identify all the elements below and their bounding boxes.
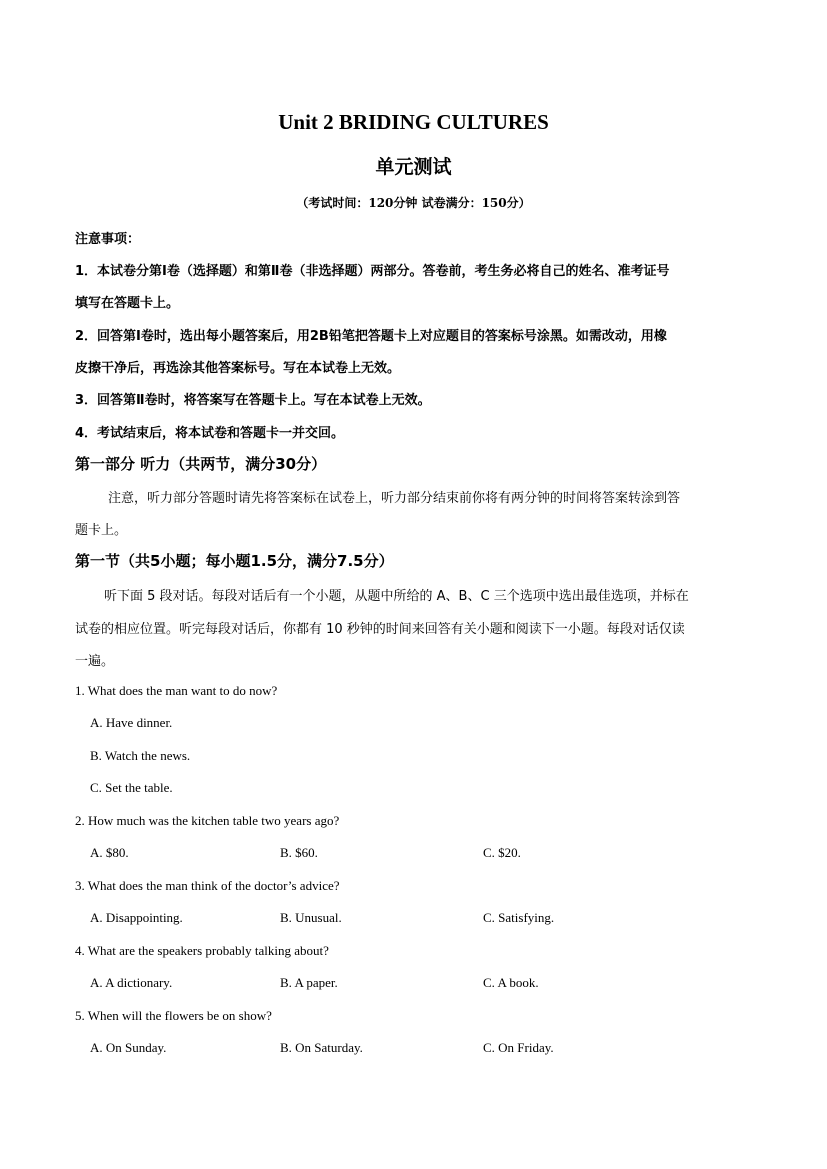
question-option: A. A dictionary. bbox=[90, 975, 173, 990]
part1-note-line: 题卡上。 bbox=[75, 523, 128, 538]
question-stem: 4. What are the speakers probably talking about? bbox=[75, 943, 329, 958]
question-option: B. $60. bbox=[280, 845, 318, 860]
question-stem: 5. When will the flowers be on show? bbox=[75, 1008, 272, 1023]
question-option: A. Have dinner. bbox=[90, 715, 173, 730]
exam-info: （考试时间：120分钟 试卷满分：150分） bbox=[296, 196, 531, 210]
question-option: B. Watch the news. bbox=[90, 748, 191, 763]
section1-heading: 第一节（共5小题；每小题1.5分，满分7.5分） bbox=[75, 552, 394, 570]
question-option: A. On Sunday. bbox=[90, 1040, 167, 1055]
question-stem: 1. What does the man want to do now? bbox=[75, 683, 278, 698]
question-stem: 2. How much was the kitchen table two years ago? bbox=[75, 813, 340, 828]
question-option: C. Satisfying. bbox=[483, 910, 555, 925]
question-option: C. Set the table. bbox=[90, 780, 173, 795]
note-line: 皮擦干净后，再选涂其他答案标号。写在本试卷上无效。 bbox=[75, 361, 401, 376]
question-option: C. A book. bbox=[483, 975, 539, 990]
question-option: B. Unusual. bbox=[280, 910, 342, 925]
part1-note-line: 注意，听力部分答题时请先将答案标在试卷上，听力部分结束前你将有两分钟的时间将答案转涂到答 bbox=[108, 491, 681, 506]
note-line: 1．本试卷分第Ⅰ卷（选择题）和第Ⅱ卷（非选择题）两部分。答卷前，考生务必将自己的姓名、准考证号 bbox=[75, 264, 670, 279]
note-line: 填写在答题卡上。 bbox=[75, 296, 180, 311]
page-subtitle: 单元测试 bbox=[375, 156, 452, 178]
page-title: Unit 2 BRIDING CULTURES bbox=[278, 110, 549, 134]
question-option: C. On Friday. bbox=[483, 1040, 554, 1055]
section1-instruction-line: 听下面 5 段对话。每段对话后有一个小题，从题中所给的 A、B、C 三个选项中选出最佳选项，并标在 bbox=[104, 589, 689, 604]
question-stem: 3. What does the man think of the doctor’s advice? bbox=[75, 878, 340, 893]
section1-instruction-line: 试卷的相应位置。听完每段对话后，你都有 10 秒钟的时间来回答有关小题和阅读下一小题。每段对话仅读 bbox=[75, 622, 685, 637]
note-line: 4．考试结束后，将本试卷和答题卡一并交回。 bbox=[75, 426, 345, 441]
section1-instruction-line: 一遍。 bbox=[75, 654, 115, 669]
note-line: 3．回答第Ⅱ卷时，将答案写在答题卡上。写在本试卷上无效。 bbox=[75, 393, 431, 408]
notes-heading: 注意事项： bbox=[75, 232, 141, 247]
question-option: A. Disappointing. bbox=[90, 910, 183, 925]
question-option: B. A paper. bbox=[280, 975, 338, 990]
question-option: C. $20. bbox=[483, 845, 521, 860]
part1-heading: 第一部分 听力（共两节，满分30分） bbox=[75, 455, 327, 473]
question-option: B. On Saturday. bbox=[280, 1040, 363, 1055]
note-line: 2．回答第Ⅰ卷时，选出每小题答案后，用2B铅笔把答题卡上对应题目的答案标号涂黑。如需改动，用橡 bbox=[75, 329, 667, 344]
question-option: A. $80. bbox=[90, 845, 129, 860]
